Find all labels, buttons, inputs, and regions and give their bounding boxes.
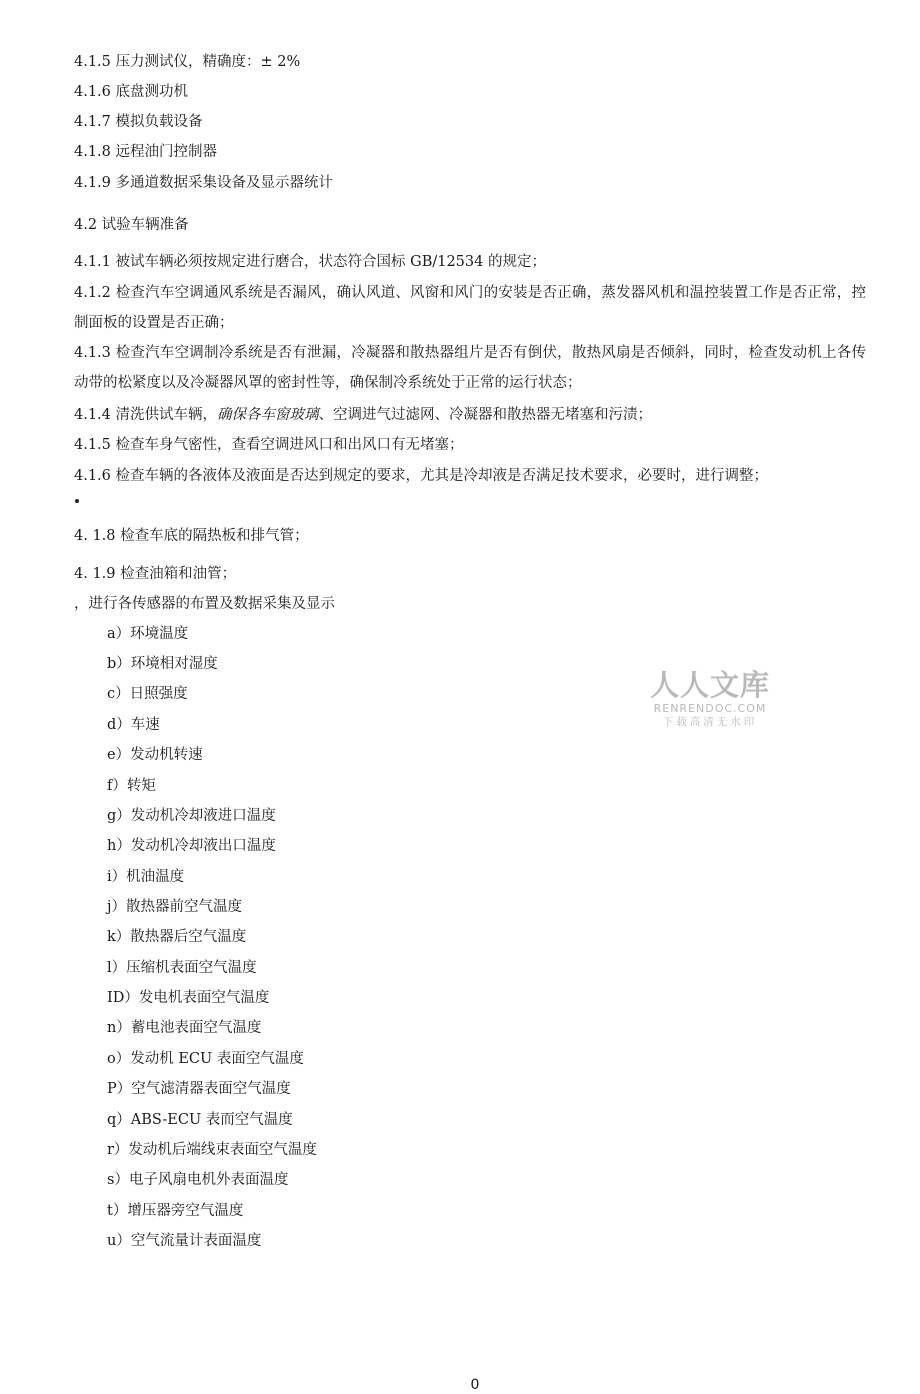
page-number: 0	[470, 1377, 480, 1393]
list-item: n）蓄电池表面空气温度	[107, 1020, 262, 1036]
list-item: l）压缩机表面空气温度	[107, 960, 257, 976]
list-item: d）车速	[107, 717, 160, 733]
prep-paragraph: 4.1.6 检查车辆的各液体及液面是否达到规定的要求，尤其是冷却液是否满足技术要求，必要时，进行调整；	[74, 468, 768, 484]
watermark-title: 人人文库	[649, 668, 770, 702]
equipment-line: 4.1.9 多通道数据采集设备及显示器统计	[74, 175, 334, 191]
prep-paragraph: 4.1.5 检查车身气密性，查看空调进风口和出风口有无堵塞；	[74, 437, 464, 453]
prep-text: 、空调进气过滤网、冷凝器和散热器无堵塞和污渍；	[318, 407, 653, 423]
list-item: r）发动机后端线束表面空气温度	[107, 1142, 317, 1158]
prep-paragraph: 4.1.2 检查汽车空调通风系统是否漏风，确认风道、风窗和风门的安装是否正确，蒸发器风机和温控装置工作是否正常，控制面板的设置是否正确；	[74, 285, 866, 331]
list-item: s）电子风扇电机外表面温度	[107, 1172, 289, 1188]
watermark-slogan: 下载高清无水印	[662, 716, 758, 728]
list-item: q）ABS-ECU 表而空气温度	[107, 1112, 293, 1128]
prep-paragraph: 4. 1.8 检查车底的隔热板和排气管；	[74, 528, 309, 544]
prep-text-italic: 确保各车窗玻璃	[217, 407, 319, 423]
list-item: i）机油温度	[107, 869, 185, 885]
prep-paragraph: 4. 1.9 检查油箱和油管；	[74, 566, 237, 582]
list-item: ID）发电机表面空气温度	[107, 990, 270, 1006]
list-item: f）转矩	[107, 778, 156, 794]
list-item: a）环境温度	[107, 626, 189, 642]
equipment-line: 4.1.7 模拟负载设备	[74, 114, 203, 130]
list-item: g）发动机冷却液进口温度	[107, 808, 276, 824]
equipment-line: 4.1.8 远程油门控制器	[74, 144, 218, 160]
list-item: j）散热器前空气温度	[107, 899, 242, 915]
equipment-line: 4.1.5 压力测试仪，精确度：± 2%	[74, 54, 301, 70]
section-heading: 4.2 试验车辆准备	[74, 217, 189, 233]
list-item: P）空气滤清器表面空气温度	[107, 1081, 291, 1097]
sensor-intro: ，进行各传感器的布置及数据采集及显示	[74, 596, 335, 612]
watermark-domain: RENRENDOC.COM	[653, 702, 767, 715]
prep-paragraph: 4.1.1 被试车辆必须按规定进行磨合，状态符合国标 GB/12534 的规定；	[74, 254, 546, 270]
prep-paragraph	[74, 405, 652, 425]
list-item: o）发动机 ECU 表面空气温度	[107, 1051, 304, 1067]
list-item: c）日照强度	[107, 686, 188, 702]
list-item: e）发动机转速	[107, 747, 203, 763]
equipment-line: 4.1.6 底盘测功机	[74, 84, 189, 100]
list-item: k）散热器后空气温度	[107, 929, 247, 945]
prep-paragraph: 4.1.3 检查汽车空调制冷系统是否有泄漏，冷凝器和散热器组片是否有倒伏，散热风扇是否倾斜，同时，检查发动机上各传动带的松紧度以及冷凝器风罩的密封性等，确保制冷系统处于正常的运行状态；	[74, 345, 866, 391]
watermark	[647, 668, 773, 729]
list-item: h）发动机冷却液出口温度	[107, 838, 276, 854]
bullet-dot	[75, 499, 79, 503]
list-item: u）空气流量计表面温度	[107, 1233, 262, 1249]
list-item: b）环境相对湿度	[107, 656, 218, 672]
list-item: t）增压器旁空气温度	[107, 1203, 244, 1219]
prep-text: 4.1.4 清洗供试车辆，	[74, 407, 218, 423]
